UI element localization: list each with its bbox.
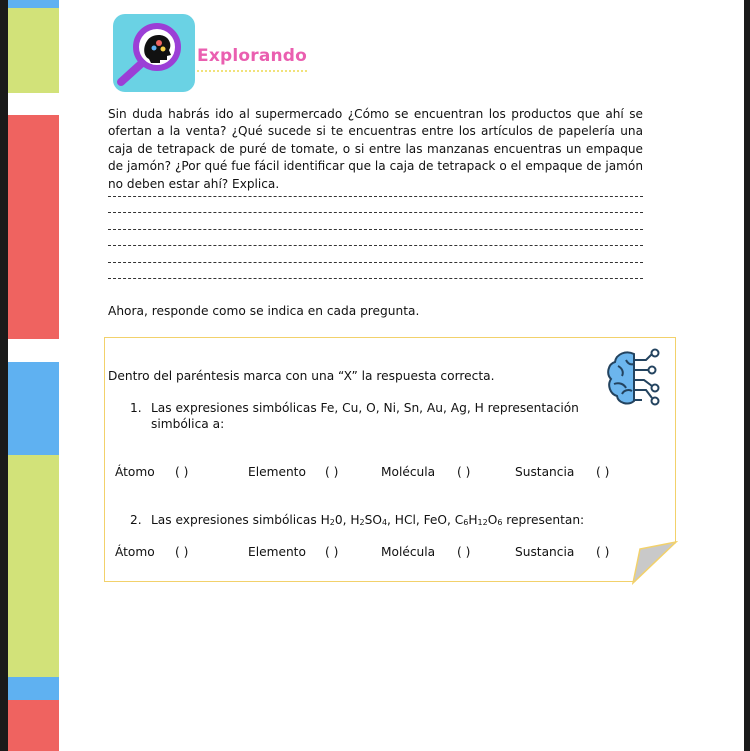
stripe-green-1: [8, 8, 59, 93]
magnifier-head-icon: [113, 14, 203, 96]
left-frame-edge: [0, 0, 8, 751]
answer-line-4[interactable]: [108, 245, 643, 246]
q2-formulas: $H_20$, $H_2SO_4$, HCl, FeO, $C_6H_{12}O_6$: [320, 513, 503, 527]
answer-line-5[interactable]: [108, 262, 643, 263]
box-heading: Dentro del paréntesis marca con una “X” la respuesta correcta.: [108, 369, 495, 383]
q2-option-sustancia: Sustancia: [515, 545, 575, 559]
q1-text-line2: simbólica a:: [151, 417, 225, 431]
q1-paren-atomo[interactable]: ( ): [175, 465, 189, 479]
q2-option-atomo: Átomo: [115, 545, 155, 559]
q2-paren-atomo[interactable]: ( ): [175, 545, 189, 559]
q1-option-atomo: Átomo: [115, 465, 155, 479]
logo-underline: [197, 70, 307, 72]
answer-line-2[interactable]: [108, 212, 643, 213]
q2-text-prefix: Las expresiones simbólicas: [151, 513, 321, 527]
q1-text-line1: Las expresiones simbólicas Fe, Cu, O, Ni, Sn, Au, Ag, H representación: [151, 401, 579, 415]
instruction-text: Ahora, responde como se indica en cada pregunta.: [108, 304, 420, 318]
q1-option-molecula: Molécula: [381, 465, 436, 479]
q2-number: 2.: [130, 513, 142, 527]
brain-circuit-icon: [604, 346, 668, 410]
q1-number: 1.: [130, 401, 142, 415]
q2-paren-sustancia[interactable]: ( ): [596, 545, 610, 559]
logo-text: Explorando: [197, 46, 308, 66]
answer-line-1[interactable]: [108, 196, 643, 197]
stripe-red-1: [8, 115, 59, 339]
intro-paragraph: Sin duda habrás ido al supermercado ¿Cómo se encuentran los productos que ahí se ofertan a la venta? ¿Qué sucede si te encuentras entre los artículos de papelería una caja de tetrapack de puré de tomate, o si entre las manzanas encuentras un empaque de jamón? ¿Por qué fue fácil identificar que la caja de tetrapack o el empaque de jamón no deben estar ahí? Explica.: [108, 107, 643, 191]
page-fold-corner: [632, 539, 678, 585]
answer-line-6[interactable]: [108, 278, 643, 279]
q2-text: [151, 513, 584, 527]
stripe-blue-top: [8, 0, 59, 8]
q2-option-elemento: Elemento: [248, 545, 306, 559]
stripe-green-2: [8, 455, 59, 677]
q1-paren-molecula[interactable]: ( ): [457, 465, 471, 479]
right-frame-edge: [744, 0, 750, 751]
q2-paren-molecula[interactable]: ( ): [457, 545, 471, 559]
stripe-blue-1: [8, 362, 59, 455]
q2-option-molecula: Molécula: [381, 545, 436, 559]
q2-paren-elemento[interactable]: ( ): [325, 545, 339, 559]
q1-paren-elemento[interactable]: ( ): [325, 465, 339, 479]
stripe-red-2: [8, 700, 59, 751]
q1-option-sustancia: Sustancia: [515, 465, 575, 479]
q1-paren-sustancia[interactable]: ( ): [596, 465, 610, 479]
q2-text-suffix: representan:: [502, 513, 585, 527]
stripe-blue-2: [8, 677, 59, 700]
q1-option-elemento: Elemento: [248, 465, 306, 479]
answer-line-3[interactable]: [108, 229, 643, 230]
